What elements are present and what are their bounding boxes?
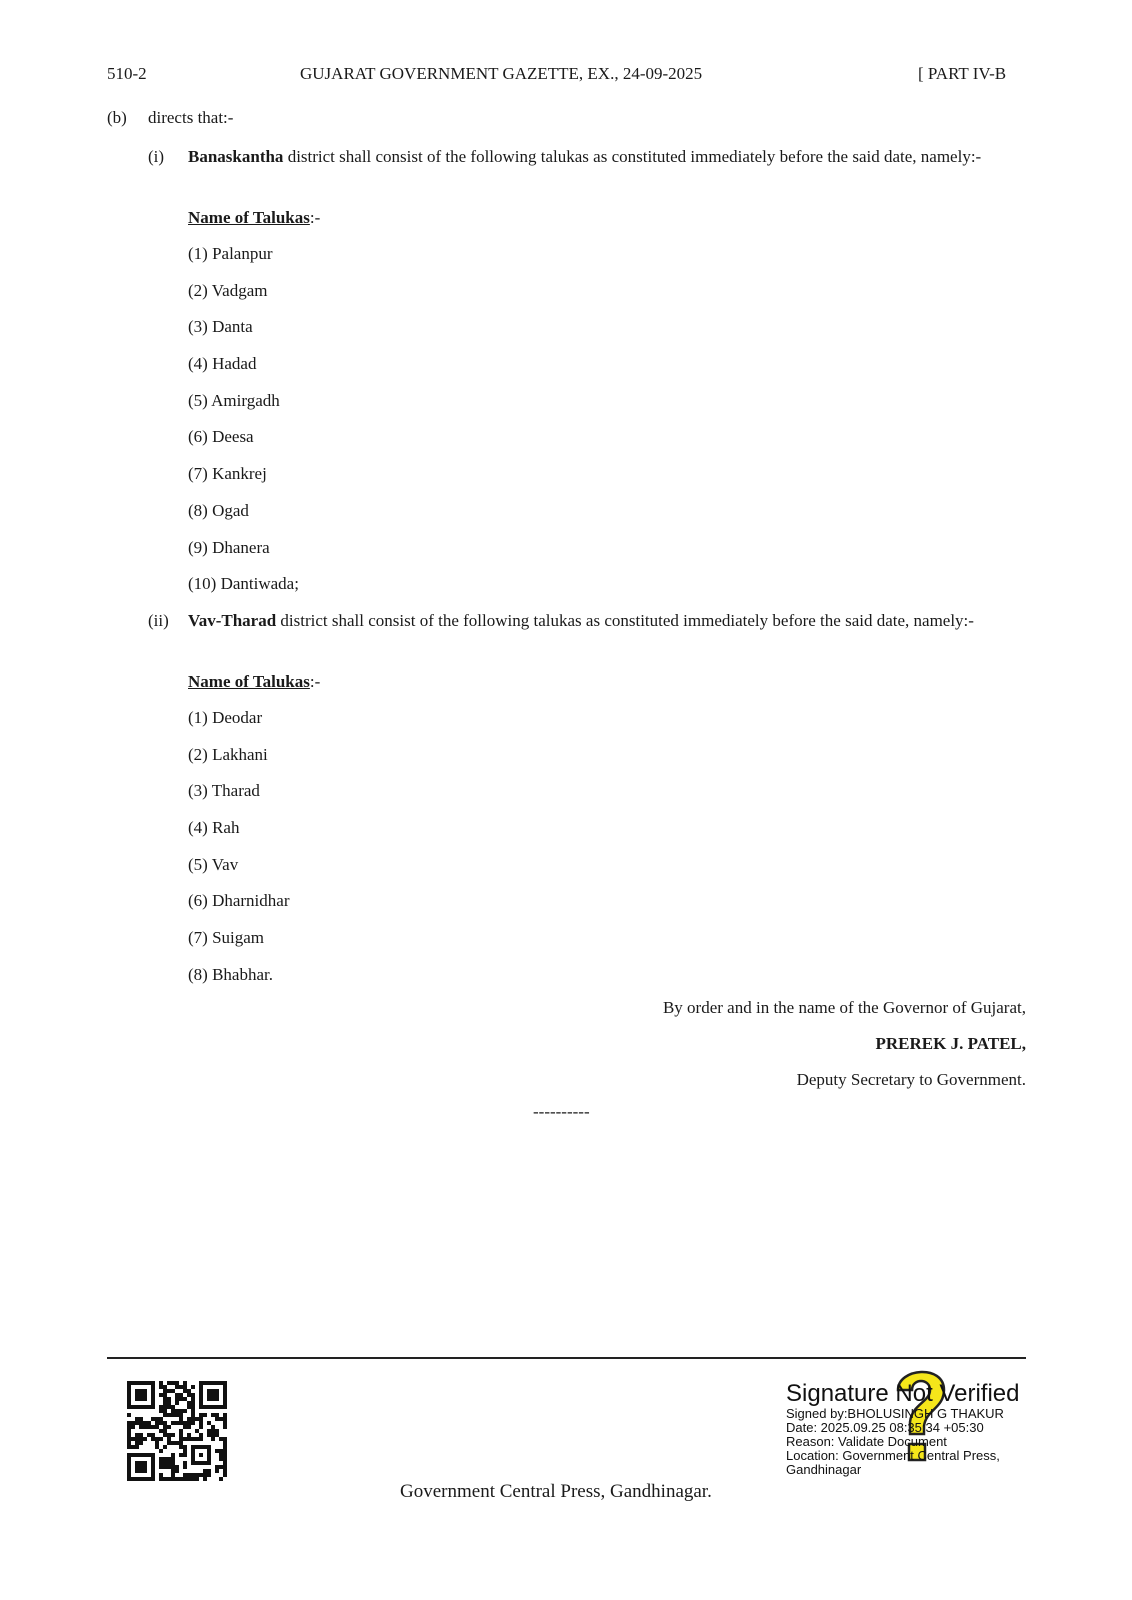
list-item: (3) Tharad — [188, 781, 260, 801]
list-item: (2) Vadgam — [188, 280, 268, 300]
section-i-heading — [188, 206, 320, 230]
list-item: (9) Dhanera — [188, 537, 270, 557]
list-item: (4) Rah — [188, 818, 240, 838]
press-name: Government Central Press, Gandhinagar. — [400, 1481, 712, 1502]
qr-code-icon — [127, 1381, 227, 1481]
section-ii-taluka-list — [188, 706, 290, 1000]
list-item: (4) Hadad — [188, 354, 257, 374]
section-ii-text: district shall consist of the following talukas as constituted immediately before the said date, namely:- — [276, 611, 974, 630]
list-item: (3) Danta — [188, 317, 253, 337]
clause-b-text: directs that:- — [148, 108, 234, 127]
section-i-heading-text: Name of Talukas — [188, 208, 310, 227]
signatory-designation: Deputy Secretary to Government. — [796, 1070, 1026, 1089]
signature-status: Signature Not Verified — [786, 1380, 1020, 1407]
section-i-label: (i) — [148, 147, 165, 166]
list-item: (6) Deesa — [188, 427, 254, 447]
signature-reason: Reason: Validate Document — [786, 1434, 947, 1449]
section-ii-district: Vav-Tharad — [188, 611, 277, 630]
section-i-district: Banaskantha — [188, 147, 284, 166]
list-item: (8) Ogad — [188, 500, 249, 520]
section-ii-heading — [188, 670, 320, 694]
signature-location-city: Gandhinagar — [786, 1462, 862, 1477]
clause-b-label: (b) — [107, 108, 127, 127]
page-number: 510-2 — [107, 64, 147, 83]
list-item: (6) Dharnidhar — [188, 891, 290, 911]
list-item: (1) Palanpur — [188, 244, 273, 263]
list-item: (2) Lakhani — [188, 744, 268, 764]
separator: ---------- — [533, 1102, 590, 1121]
section-i-text: district shall consist of the following talukas as constituted immediately before the said date, namely:- — [283, 147, 982, 166]
list-item: (5) Amirgadh — [188, 390, 280, 410]
signed-by: Signed by:BHOLUSINGH G THAKUR — [786, 1406, 1004, 1421]
section-ii-heading-text: Name of Talukas — [188, 672, 310, 691]
section-ii-heading-suffix: :- — [309, 672, 321, 691]
list-item: (10) Dantiwada; — [188, 574, 299, 594]
section-ii-label: (ii) — [148, 611, 169, 630]
footer-rule — [107, 1357, 1026, 1359]
list-item: (5) Vav — [188, 854, 239, 874]
section-i-heading-suffix: :- — [309, 208, 321, 227]
gazette-title: GUJARAT GOVERNMENT GAZETTE, EX., 24-09-2025 — [300, 64, 703, 83]
list-item: (8) Bhabhar. — [188, 964, 273, 984]
digital-signature-stamp — [786, 1381, 1086, 1477]
order-line: By order and in the name of the Governor of Gujarat, — [662, 998, 1026, 1017]
list-item: (1) Deodar — [188, 708, 263, 727]
signature-date: Date: 2025.09.25 08:35:34 +05:30 — [786, 1420, 984, 1435]
list-item: (7) Kankrej — [188, 464, 267, 484]
signatory-name: PREREK J. PATEL, — [875, 1034, 1026, 1053]
section-ii-paragraph — [188, 609, 1026, 633]
section-i-paragraph — [188, 145, 1026, 169]
list-item: (7) Suigam — [188, 928, 265, 948]
signature-location: Location: Government Central Press, — [786, 1448, 1000, 1463]
gazette-part: [ PART IV-B — [918, 64, 1007, 83]
section-i-taluka-list — [188, 242, 299, 609]
